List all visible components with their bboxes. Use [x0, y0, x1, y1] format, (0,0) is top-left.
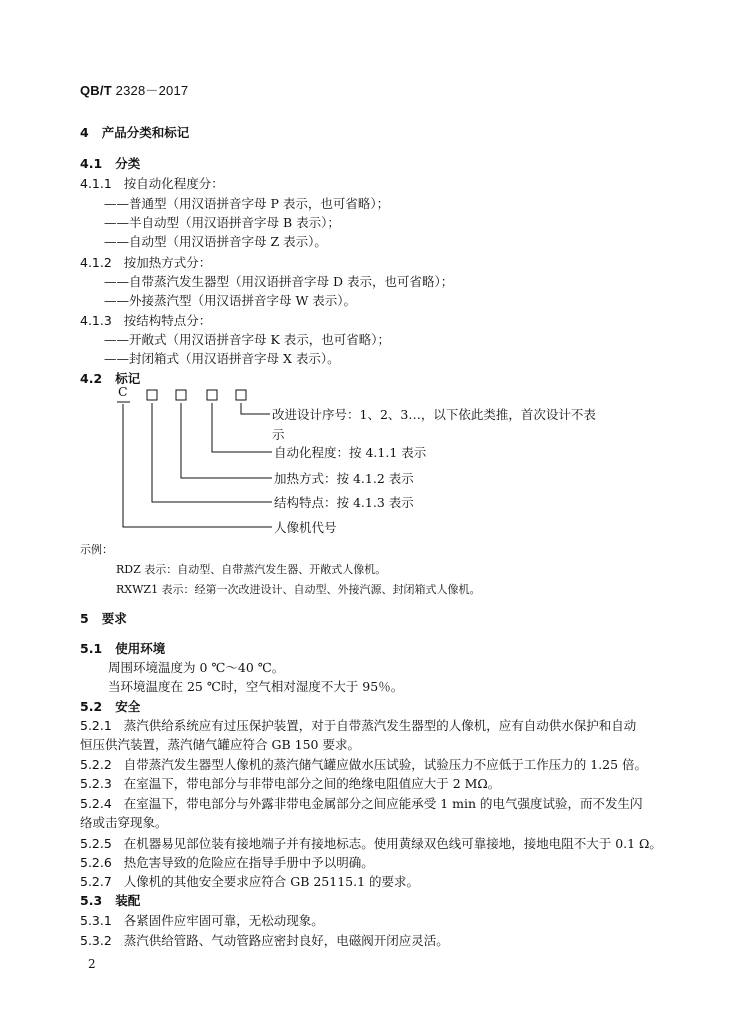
clause-5-2-1-continued: 恒压供汽装置，蒸汽储气罐应符合 GB 150 要求。: [80, 737, 360, 752]
clause-text: 各紧固件应牢固可靠，无松动现象。: [123, 913, 324, 928]
section-title: 标记: [115, 371, 141, 386]
clause-5-2-1: [80, 717, 636, 735]
list-item: ——外接蒸汽型（用汉语拼音字母 W 表示）。: [104, 293, 357, 308]
clause-text: 按加热方式分：: [123, 255, 212, 270]
label-auto: 自动化程度：按 4.1.1 表示: [274, 445, 427, 460]
clause-number: 4.1.1: [80, 176, 112, 191]
clause-text: 蒸汽供给系统应有过压保护装置，对于自带蒸汽发生器型的人像机，应有自动供水保护和自动: [123, 718, 637, 733]
clause-number: 5.2.5: [80, 836, 112, 851]
list-item: ——普通型（用汉语拼音字母 P 表示，也可省略）；: [104, 196, 390, 211]
section-title: 要求: [101, 611, 127, 626]
clause-number: 5.2.1: [80, 718, 112, 733]
clause-5-2-7: [80, 873, 419, 891]
clause-5-2-5: [80, 835, 662, 853]
clause-number: 5.2.2: [80, 757, 112, 772]
example-title: 示例：: [80, 543, 113, 556]
label-heat: 加热方式：按 4.1.2 表示: [274, 471, 414, 486]
clause-5-2-6: [80, 854, 374, 872]
section-title: 使用环境: [115, 641, 166, 656]
section-number: 4.2: [80, 371, 103, 386]
section-number: 4: [80, 125, 89, 140]
leader-line-serial: [241, 403, 270, 414]
section-title: 安全: [115, 699, 141, 714]
section-number: 4.1: [80, 156, 103, 171]
clause-text: 自带蒸汽发生器型人像机的蒸汽储气罐应做水压试验，试验压力不应低于工作压力的 1.25 倍。: [123, 757, 648, 772]
list-item: ——自带蒸汽发生器型（用汉语拼音字母 D 表示，也可省略）；: [104, 274, 454, 289]
clause-text: 人像机的其他安全要求应符合 GB 25115.1 的要求。: [123, 874, 420, 889]
clause-5-2-4-continued: 络或击穿现象。: [80, 815, 168, 830]
clause-text: 在室温下，带电部分与非带电部分之间的绝缘电阻值应大于 2 MΩ。: [123, 776, 501, 791]
clause-number: 5.2.3: [80, 776, 112, 791]
section-number: 5: [80, 611, 89, 626]
code-letter: C: [118, 384, 128, 399]
list-item: ——封闭箱式（用汉语拼音字母 X 表示）。: [104, 351, 340, 366]
label-struct: 结构特点：按 4.1.3 表示: [274, 495, 414, 510]
clause-5-2-3: [80, 775, 500, 793]
example-line: RXWZ1 表示：经第一次改进设计、自动型、外接汽源、封闭箱式人像机。: [116, 583, 481, 596]
label-code: 人像机代号: [274, 520, 337, 535]
section-number: 5.3: [80, 893, 103, 908]
clause-text: 在机器易见部位装有接地端子并有接地标志。使用黄绿双色线可靠接地，接地电阻不大于 0.1 Ω。: [123, 836, 662, 851]
clause-number: 5.3.2: [80, 933, 112, 948]
placeholder-box-heat: [176, 390, 186, 400]
section-title: 装配: [115, 893, 141, 908]
clause-5-2-4: [80, 795, 643, 813]
clause-number: 4.1.2: [80, 255, 112, 270]
section-5-2-heading: [80, 698, 140, 716]
clause-number: 5.2.4: [80, 796, 112, 811]
section-5-heading: [80, 610, 127, 628]
standard-code-prefix: QB/T: [80, 83, 112, 98]
clause-5-2-2: [80, 756, 647, 774]
clause-text: 热危害导致的危险应在指导手册中予以明确。: [123, 855, 374, 870]
clause-text: 在室温下，带电部分与外露非带电金属部分之间应能承受 1 min 的电气强度试验，而不发生闪: [123, 796, 643, 811]
label-serial-continued: 示: [272, 427, 285, 442]
clause-5-3-2: [80, 932, 449, 950]
clause-number: 5.2.6: [80, 855, 112, 870]
clause-5-3-1: [80, 912, 324, 930]
label-serial: 改进设计序号：1、2、3…，以下依此类推，首次设计不表: [272, 407, 596, 422]
section-5-3-heading: [80, 892, 140, 910]
section-5-1-heading: [80, 640, 165, 658]
section-title: 产品分类和标记: [101, 125, 190, 140]
placeholder-box-struct: [147, 390, 157, 400]
example-line: RDZ 表示：自动型、自带蒸汽发生器、开敞式人像机。: [116, 563, 387, 576]
clause-text: 按结构特点分：: [123, 313, 212, 328]
list-item: ——开敞式（用汉语拼音字母 K 表示，也可省略）；: [104, 332, 391, 347]
clause-text: 蒸汽供给管路、气动管路应密封良好，电磁阀开闭应灵活。: [123, 933, 449, 948]
paragraph: 周围环境温度为 0 ℃～40 ℃。: [108, 660, 285, 675]
list-item: ——半自动型（用汉语拼音字母 B 表示）；: [104, 215, 340, 230]
paragraph: 当环境温度在 25 ℃时，空气相对湿度不大于 95％。: [108, 679, 404, 694]
section-title: 分类: [115, 156, 141, 171]
clause-number: 5.3.1: [80, 913, 112, 928]
section-number: 5.1: [80, 641, 103, 656]
placeholder-box-serial: [236, 390, 246, 400]
placeholder-box-auto: [207, 390, 217, 400]
leader-line-code: [123, 404, 272, 527]
clause-text: 按自动化程度分：: [123, 176, 224, 191]
clause-number: 4.1.3: [80, 313, 112, 328]
standard-code-number: 2328－2017: [111, 83, 189, 98]
leader-line-auto: [212, 403, 272, 452]
list-item: ——自动型（用汉语拼音字母 Z 表示）。: [104, 234, 327, 249]
clause-number: 5.2.7: [80, 874, 112, 889]
section-number: 5.2: [80, 699, 103, 714]
page-number: 2: [88, 957, 96, 971]
